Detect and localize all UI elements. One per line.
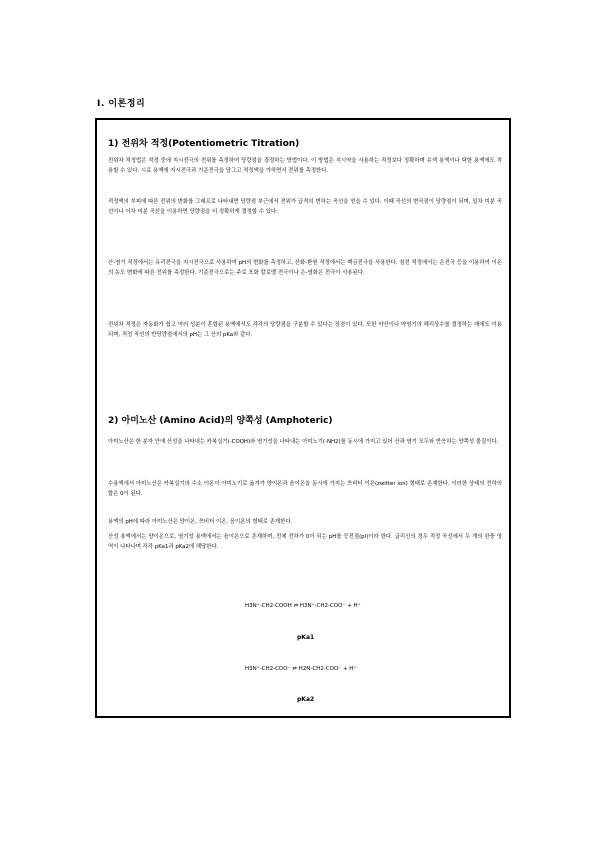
page-heading: Ⅰ. 이론정리 [97,99,146,109]
equation-2-label: pKa2 [297,696,315,703]
section1-paragraph-3: 산-염기 적정에서는 유리전극을 지시전극으로 사용하여 pH의 변화를 측정하고, 산화-환원 적정에서는 백금전극을 사용한다. 침전 적정에서는 은전극 등을 이용하여 이온의 농도 변화에 따른 전위를 측정한다. 기준전극으로는 주로 포화 칼로멜 전극이나 은-염화은 전극이 사용된다. [108,260,502,276]
section2-title: 2) 아미노산 (Amino Acid)의 양쪽성 (Amphoteric) [108,416,333,426]
section1-title: 1) 전위차 적정(Potentiometric Titration) [108,139,300,149]
section2-paragraph-1: 아미노산은 한 분자 안에 산성을 나타내는 카복실기(-COOH)와 염기성을 나타내는 아미노기(-NH2)를 동시에 가지고 있어 산과 염기 모두와 반응하는 양쪽성 물질이다. [108,439,499,445]
content-box [95,118,511,718]
section1-paragraph-4: 전위차 적정은 자동화가 쉽고 여러 성분이 혼합된 용액에서도 각각의 당량점을 구분할 수 있다는 장점이 있다. 또한 약산이나 약염기의 해리상수를 결정하는 데에도 이용되며, 적정 곡선의 반당량점에서의 pH는 그 산의 pKa와 같다. [108,322,502,338]
equation-2: H3N⁺-CH2-COO⁻ ⇌ H2N-CH2-COO⁻ + H⁺ [245,666,357,672]
equation-1: H3N⁺-CH2-COOH ⇌ H3N⁺-CH2-COO⁻ + H⁺ [245,603,361,609]
section1-paragraph-2: 적정액의 부피에 따른 전위의 변화를 그래프로 나타내면 당량점 부근에서 전위가 급격히 변하는 곡선을 얻을 수 있다. 이때 곡선의 변곡점이 당량점이 되며, 일차 미분 곡선이나 이차 미분 곡선을 이용하면 당량점을 더 정확하게 결정할 수 있다. [108,199,502,215]
equation-1-label: pKa1 [297,634,315,641]
section2-paragraph-3: 용액의 pH에 따라 아미노산은 양이온, 쯔비터 이온, 음이온의 형태로 존재한다. [108,519,293,525]
section1-paragraph-1: 전위차 적정법은 적정 중에 지시전극의 전위를 측정하여 당량점을 결정하는 방법이다. 이 방법은 지시약을 사용하는 적정보다 정확하며 유색 용액이나 탁한 용액에도 적용할 수 있다. 시료 용액에 지시전극과 기준전극을 담그고 적정액을 가하면서 전위를 측정한다. [108,158,502,174]
section2-paragraph-2: 수용액에서 아미노산은 카복실기의 수소 이온이 아미노기로 옮겨가 양이온과 음이온을 동시에 가지는 쯔비터 이온(zwitter ion) 형태로 존재한다. 이러한 상태의 전하의 합은 0이 된다. [108,481,502,497]
section2-paragraph-4: 산성 용액에서는 양이온으로, 염기성 용액에서는 음이온으로 존재하며, 전체 전하가 0이 되는 pH를 등전점(pI)이라 한다. 글리신의 경우 적정 곡선에서 두 개의 완충 영역이 나타나며 각각 pKa1과 pKa2에 해당한다. [108,534,502,550]
